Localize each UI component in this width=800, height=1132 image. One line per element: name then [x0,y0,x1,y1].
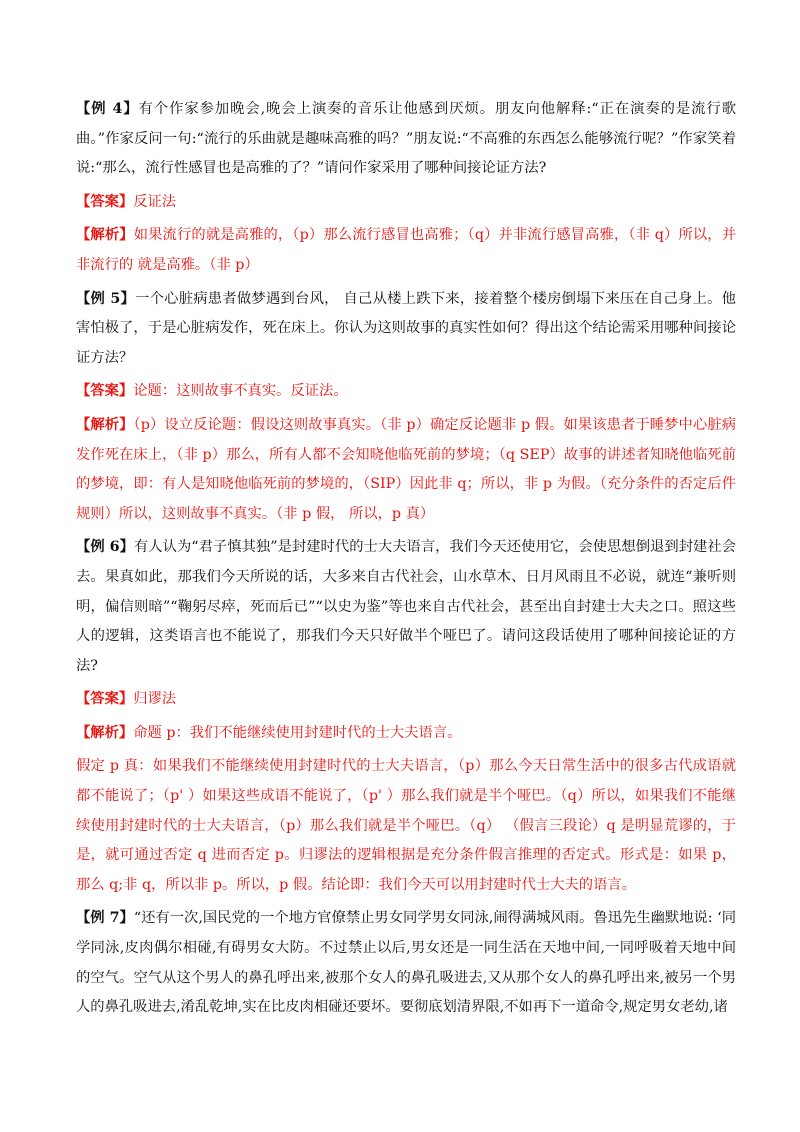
analysis-text: 命题 p：我们不能继续使用封建时代的士大夫语言。 [133,724,462,741]
analysis-text: 如果流行的就是高雅的，（p）那么流行感冒也高雅；（q）并非流行感冒高雅，（非 q）所以，并非流行的 就是高雅。（非 p） [76,227,737,273]
analysis-tag: 【解析】 [76,227,134,244]
example-text: 有个作家参加晚会,晚会上演奏的音乐让他感到厌烦。朋友向他解释:“正在演奏的是流行歌曲。”作家反问一句:“流行的乐曲就是趣味高雅的吗？”朋友说:“不高雅的东西怎么能够流行呢？”作家笑着说:“那么，流行性感冒也是高雅的了？”请问作家采用了哪种间接论证方法? [76,101,736,177]
answer-5 [76,377,736,407]
answer-6 [76,685,736,715]
answer-text: 归谬法 [133,691,177,708]
analysis-6 [76,719,736,749]
answer-4 [76,188,736,218]
example-7 [76,904,736,1022]
example-text: 有人认为“君子慎其独”是封建时代的士大夫语言，我们今天还使用它，会使思想倒退到封建社会去。果真如此，那我们今天所说的话，大多来自古代社会，山水草木、日月风雨且不必说，就连“兼听则明，偏信则暗”“鞠躬尽瘁，死而后已”“以史为鉴”等也来自古代社会，甚至出自封建士大夫之口。照这些人的逻辑，这类语言也不能说了，那我们今天只好做半个哑巴了。请问这段话使用了哪种间接论证的方法? [76,539,736,674]
analysis-5 [76,411,736,529]
example-4 [76,95,736,184]
example-text: 一个心脏病患者做梦遇到台风， 自己从楼上跌下来，接着整个楼房倒塌下来压在自己身上。他害怕极了，于是心脏病发作，死在床上。你认为这则故事的真实性如何？得出这个结论需采用哪种间接论证方法？ [76,290,736,366]
analysis-6-continued [76,752,736,900]
example-tag: 【例 7】 [76,910,134,927]
analysis-4 [76,221,736,280]
answer-tag: 【答案】 [76,383,134,400]
example-tag: 【例 5】 [76,290,136,307]
analysis-tag: 【解析】 [76,416,134,433]
example-tag: 【例 4】 [76,101,139,117]
answer-tag: 【答案】 [76,193,134,210]
example-tag: 【例 6】 [76,539,134,556]
document-page [76,95,736,1023]
answer-tag: 【答案】 [76,691,134,708]
analysis-text: 假定 p 真：如果我们不能继续使用封建时代的士大夫语言，（p）那么今天日常生活中的很多古代成语就都不能说了；（p' ）如果这些成语不能说了，（p' ）那么我们就是半个哑巴。（q）所以，如果我们不能继续使用封建时代的士大夫语言，（p）那么我们就是半个哑巴。（q） （假言三段论）q 是明显荒谬的，于是，就可通过否定 q 进而否定 p。归谬法的逻辑根据是充分条件假言推理的否定式。形式是：如果 p，那么 q;非 q，所以非 p。所以，p 假。结论即：我们今天可以用封建时代士大夫的语言。 [76,758,736,893]
example-5 [76,285,736,374]
analysis-tag: 【解析】 [76,724,134,741]
answer-text: 反证法 [133,193,177,210]
analysis-text: （p）设立反论题：假设这则故事真实。（非 p）确定反论题非 p 假。如果该患者于睡梦中心脏病发作死在床上，（非 p）那么，所有人都不会知晓他临死前的梦境；（q SEP）故事的讲述者知晓他临死前的梦境，即：有人是知晓他临死前的梦境的，（SIP）因此非 q；所以，非 p 为假。（充分条件的否定后件规则）所以，这则故事不真实。（非 p 假， 所以，p 真） [76,416,737,522]
example-6 [76,533,736,681]
answer-text: 论题：这则故事不真实。反证法。 [133,383,348,400]
example-text: “还有一次,国民党的一个地方官僚禁止男女同学男女同泳,闹得满城风雨。鲁迅先生幽默地说: ‘同学同泳,皮肉偶尔相碰,有碍男女大防。不过禁止以后,男女还是一同生活在天地中间,一同呼吸着天地中间的空气。空气从这个男人的鼻孔呼出来,被那个女人的鼻孔吸进去,又从那个女人的鼻孔呼出来,被另一个男人的鼻孔吸进去,淆乱乾坤,实在比皮肉相碰还要坏。要彻底划清界限,不如再下一道命令,规定男女老幼,诸 [76,910,737,1016]
